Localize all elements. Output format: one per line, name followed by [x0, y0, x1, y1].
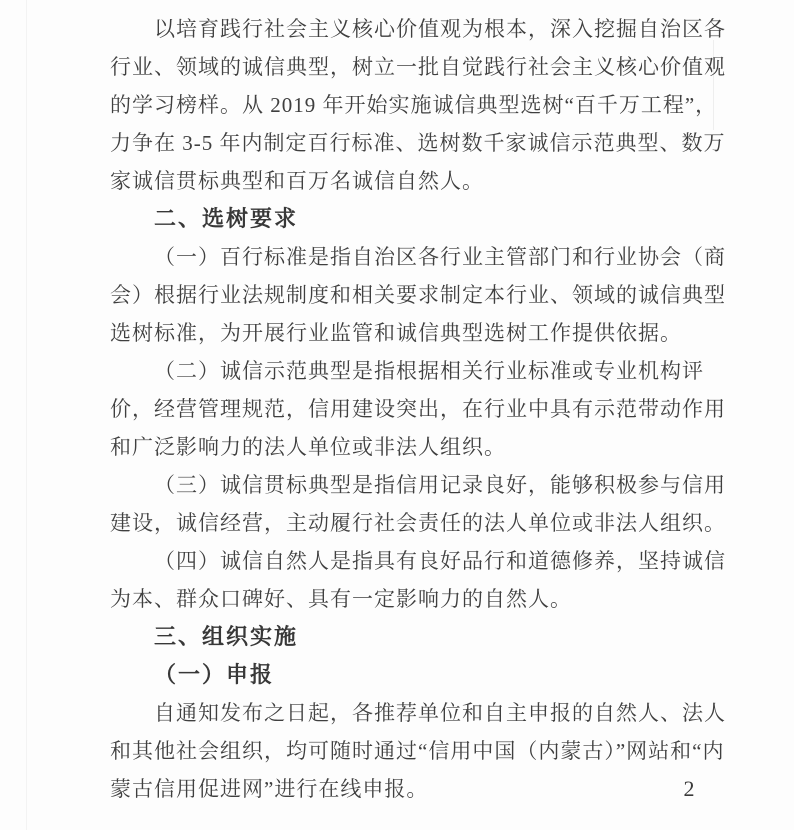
text-line: 力争在 3-5 年内制定百行标准、选树数千家诚信示范典型、数万 [110, 131, 726, 155]
page-number: 2 [683, 776, 695, 801]
section-heading: 二、选树要求 [154, 206, 299, 231]
text-line: （二）诚信示范典型是指根据相关行业标准或专业机构评 [154, 359, 704, 383]
text-line: 和其他社会组织，均可随时通过“信用中国（内蒙古）”网站和“内 [110, 739, 725, 763]
text-line: （一）百行标准是指自治区各行业主管部门和行业协会（商 [154, 245, 726, 269]
text-line: （三）诚信贯标典型是指信用记录良好，能够积极参与信用 [154, 473, 726, 497]
text-line: 价，经营管理规范，信用建设突出，在行业中具有示范带动作用 [110, 397, 726, 421]
text-line: 的学习榜样。从 2019 年开始实施诚信典型选树“百千万工程”， [110, 93, 718, 117]
text-line: 和广泛影响力的法人单位或非法人组织。 [110, 435, 506, 459]
text-line: 行业、领域的诚信典型，树立一批自觉践行社会主义核心价值观 [110, 55, 726, 79]
scan-artifact-line [26, 0, 27, 830]
text-line: 家诚信贯标典型和百万名诚信自然人。 [110, 169, 484, 193]
text-line: 会）根据行业法规制度和相关要求制定本行业、领域的诚信典型 [110, 283, 726, 307]
text-line: 自通知发布之日起，各推荐单位和自主申报的自然人、法人 [154, 701, 726, 725]
text-line: 以培育践行社会主义核心价值观为根本，深入挖掘自治区各 [154, 17, 726, 41]
text-line: 为本、群众口碑好、具有一定影响力的自然人。 [110, 587, 572, 611]
document-body [110, 10, 726, 808]
text-line: 蒙古信用促进网”进行在线申报。 [110, 777, 429, 801]
text-line: （四）诚信自然人是指具有良好品行和道德修养，坚持诚信 [154, 549, 726, 573]
text-line: 建设，诚信经营，主动履行社会责任的法人单位或非法人组织。 [110, 511, 726, 535]
section-heading: （一）申报 [154, 662, 275, 687]
section-heading: 三、组织实施 [154, 624, 299, 649]
text-line: 选树标准，为开展行业监管和诚信典型选树工作提供依据。 [110, 321, 682, 345]
